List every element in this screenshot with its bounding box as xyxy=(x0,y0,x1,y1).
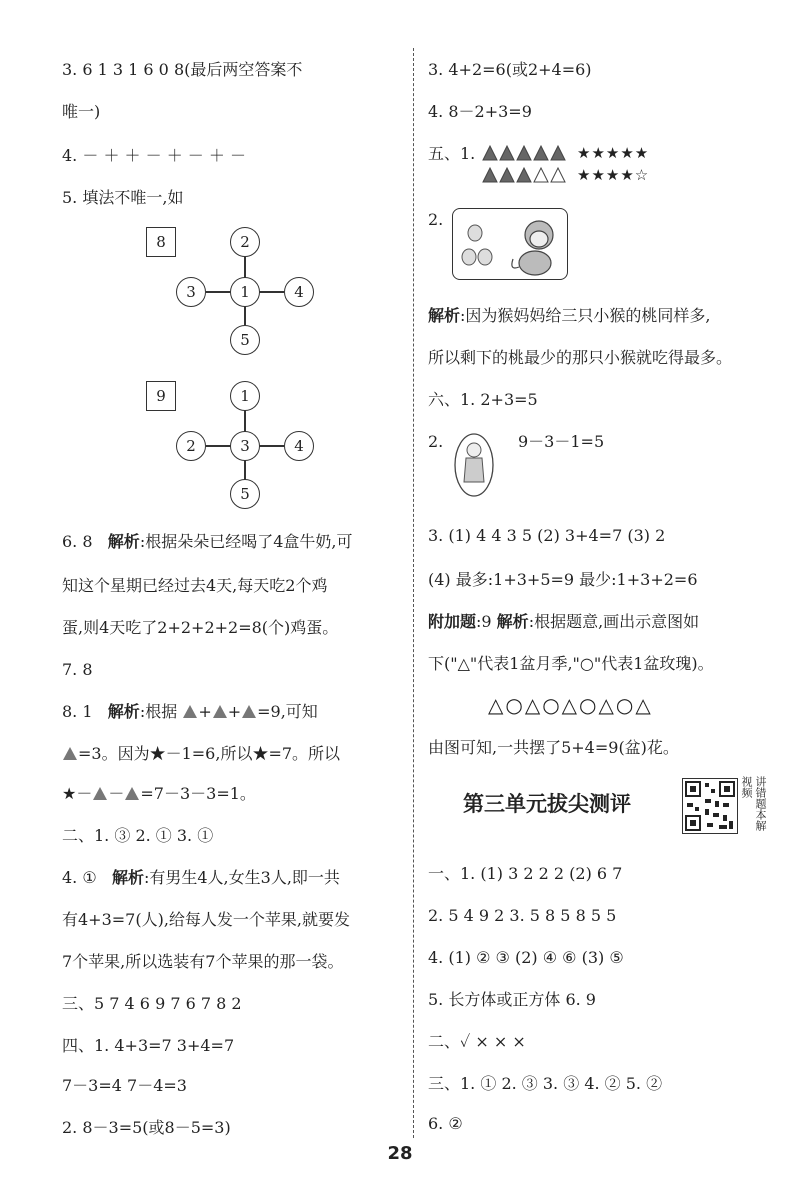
analysis-label: 解析 xyxy=(111,868,144,887)
unit3-section-1-q4: 4. (1) ② ③ (2) ④ ⑥ (3) ⑤ xyxy=(428,948,624,967)
triangle-icon xyxy=(93,787,107,800)
column-divider xyxy=(413,48,414,1138)
section-3: 三、5 7 4 6 9 7 6 7 8 2 xyxy=(62,994,242,1013)
triangle-icon xyxy=(125,787,139,800)
section-4-q2: 2. 8－3=5(或8－5=3) xyxy=(62,1118,231,1137)
answer-6-line3: 蛋,则4天吃了2+2+2+2=8(个)鸡蛋。 xyxy=(62,618,339,637)
triangle-row-2 xyxy=(482,167,566,187)
section-5-analysis: 解析:因为猴妈妈给三只小猴的桃同样多, xyxy=(428,306,711,325)
qr-caption: 讲错题本解视频 xyxy=(740,776,767,831)
section-6-q1: 六、1. 2+3=5 xyxy=(428,390,538,409)
section-5-analysis-line2: 所以剩下的桃最少的那只小猴就吃得最多。 xyxy=(428,348,733,367)
section-5-q1: 五、1. xyxy=(428,144,476,163)
section-2-q4-line3: 7个苹果,所以选装有7个苹果的那一袋。 xyxy=(62,952,344,971)
r-answer-4: 4. 8－2+3=9 xyxy=(428,102,532,121)
diagram-circle: 2 xyxy=(230,227,260,257)
triangle-row-1 xyxy=(482,145,566,165)
triangle-icon xyxy=(213,705,227,718)
diagram-box: 8 xyxy=(146,227,176,257)
answer-6-line2: 知这个星期已经过去4天,每天吃2个鸡 xyxy=(62,576,328,595)
stars-row-1: ★★★★★ xyxy=(577,144,650,162)
unit3-section-3-q6: 6. ② xyxy=(428,1114,463,1133)
unit3-section-1-q2: 2. 5 4 9 2 3. 5 8 5 8 5 5 xyxy=(428,906,617,925)
girl-illustration xyxy=(453,432,495,502)
diagram-circle: 3 xyxy=(230,431,260,461)
analysis-label: 解析 xyxy=(107,702,140,721)
bonus-question: 附加题:9 解析:根据题意,画出示意图如 xyxy=(428,612,700,631)
section-4-q1: 四、1. 4+3=7 3+4=7 xyxy=(62,1036,235,1055)
section-6-q2-equation: 9－3－1=5 xyxy=(518,432,605,451)
triangle-icon xyxy=(242,705,256,718)
analysis-label: 解析 xyxy=(496,612,529,631)
diagram-circle: 5 xyxy=(230,325,260,355)
monkey-peach-illustration xyxy=(452,208,568,280)
diagram-circle: 2 xyxy=(176,431,206,461)
section-6-q2: 2. xyxy=(428,432,444,451)
r-answer-3: 3. 4+2=6(或2+4=6) xyxy=(428,60,592,79)
answer-3: 3. 6 1 3 1 6 0 8(最后两空答案不 xyxy=(62,60,303,79)
answer-7: 7. 8 xyxy=(62,660,93,679)
unit-title: 第三单元拔尖测评 xyxy=(463,792,631,816)
bonus-label: 附加题 xyxy=(428,612,477,631)
page-number: 28 xyxy=(387,1143,413,1164)
analysis-label: 解析 xyxy=(107,532,140,551)
diagram-circle: 3 xyxy=(176,277,206,307)
unit3-section-3: 三、1. ① 2. ③ 3. ③ 4. ② 5. ② xyxy=(428,1074,663,1093)
answer-8-line3: ★－ － =7－3－3=1。 xyxy=(62,784,256,803)
bonus-conclusion: 由图可知,一共摆了5+4=9(盆)花。 xyxy=(428,738,679,757)
unit3-section-1-q5: 5. 长方体或正方体 6. 9 xyxy=(428,990,596,1009)
shape-sequence: △○△○△○△○△ xyxy=(488,693,653,717)
analysis-label: 解析 xyxy=(428,306,461,325)
section-2-q4-line2: 有4+3=7(人),给每人发一个苹果,就要发 xyxy=(62,910,351,929)
answer-5: 5. 填法不唯一,如 xyxy=(62,188,184,207)
section-6-q3: 3. (1) 4 4 3 5 (2) 3+4=7 (3) 2 xyxy=(428,526,666,545)
diagram-circle: 4 xyxy=(284,431,314,461)
section-2: 二、1. ③ 2. ① 3. ① xyxy=(62,826,214,845)
section-2-q4: 4. ① 解析:有男生4人,女生3人,即一共 xyxy=(62,868,340,887)
triangle-icon xyxy=(183,705,197,718)
unit3-section-1: 一、1. (1) 3 2 2 2 (2) 6 7 xyxy=(428,864,623,883)
diagram-circle: 1 xyxy=(230,381,260,411)
diagram-circle: 1 xyxy=(230,277,260,307)
answer-8: 8. 1 解析:根据 + + =9,可知 xyxy=(62,702,318,721)
section-6-q3-line2: (4) 最多:1+3+5=9 最少:1+3+2=6 xyxy=(428,570,698,589)
diagram-circle: 4 xyxy=(284,277,314,307)
answer-4: 4. － ＋ ＋ － ＋ － ＋ － xyxy=(62,146,246,165)
diagram-circle: 5 xyxy=(230,479,260,509)
unit3-section-2: 二、✓ × × × xyxy=(428,1032,526,1051)
diagram-box: 9 xyxy=(146,381,176,411)
triangle-icon xyxy=(63,747,77,760)
qr-code-icon[interactable] xyxy=(682,778,738,834)
section-5-q2: 2. xyxy=(428,210,444,229)
section-4-q1-line2: 7－3=4 7－4=3 xyxy=(62,1076,187,1095)
bonus-line2: 下("△"代表1盆月季,"○"代表1盆玫瑰)。 xyxy=(428,654,714,673)
answer-6: 6. 8 解析:根据朵朵已经喝了4盒牛奶,可 xyxy=(62,532,353,551)
answer-8-line2: =3。因为★－1=6,所以★=7。所以 xyxy=(62,744,340,764)
stars-row-2: ★★★★☆ xyxy=(577,166,650,184)
answer-3-cont: 唯一) xyxy=(62,102,101,121)
